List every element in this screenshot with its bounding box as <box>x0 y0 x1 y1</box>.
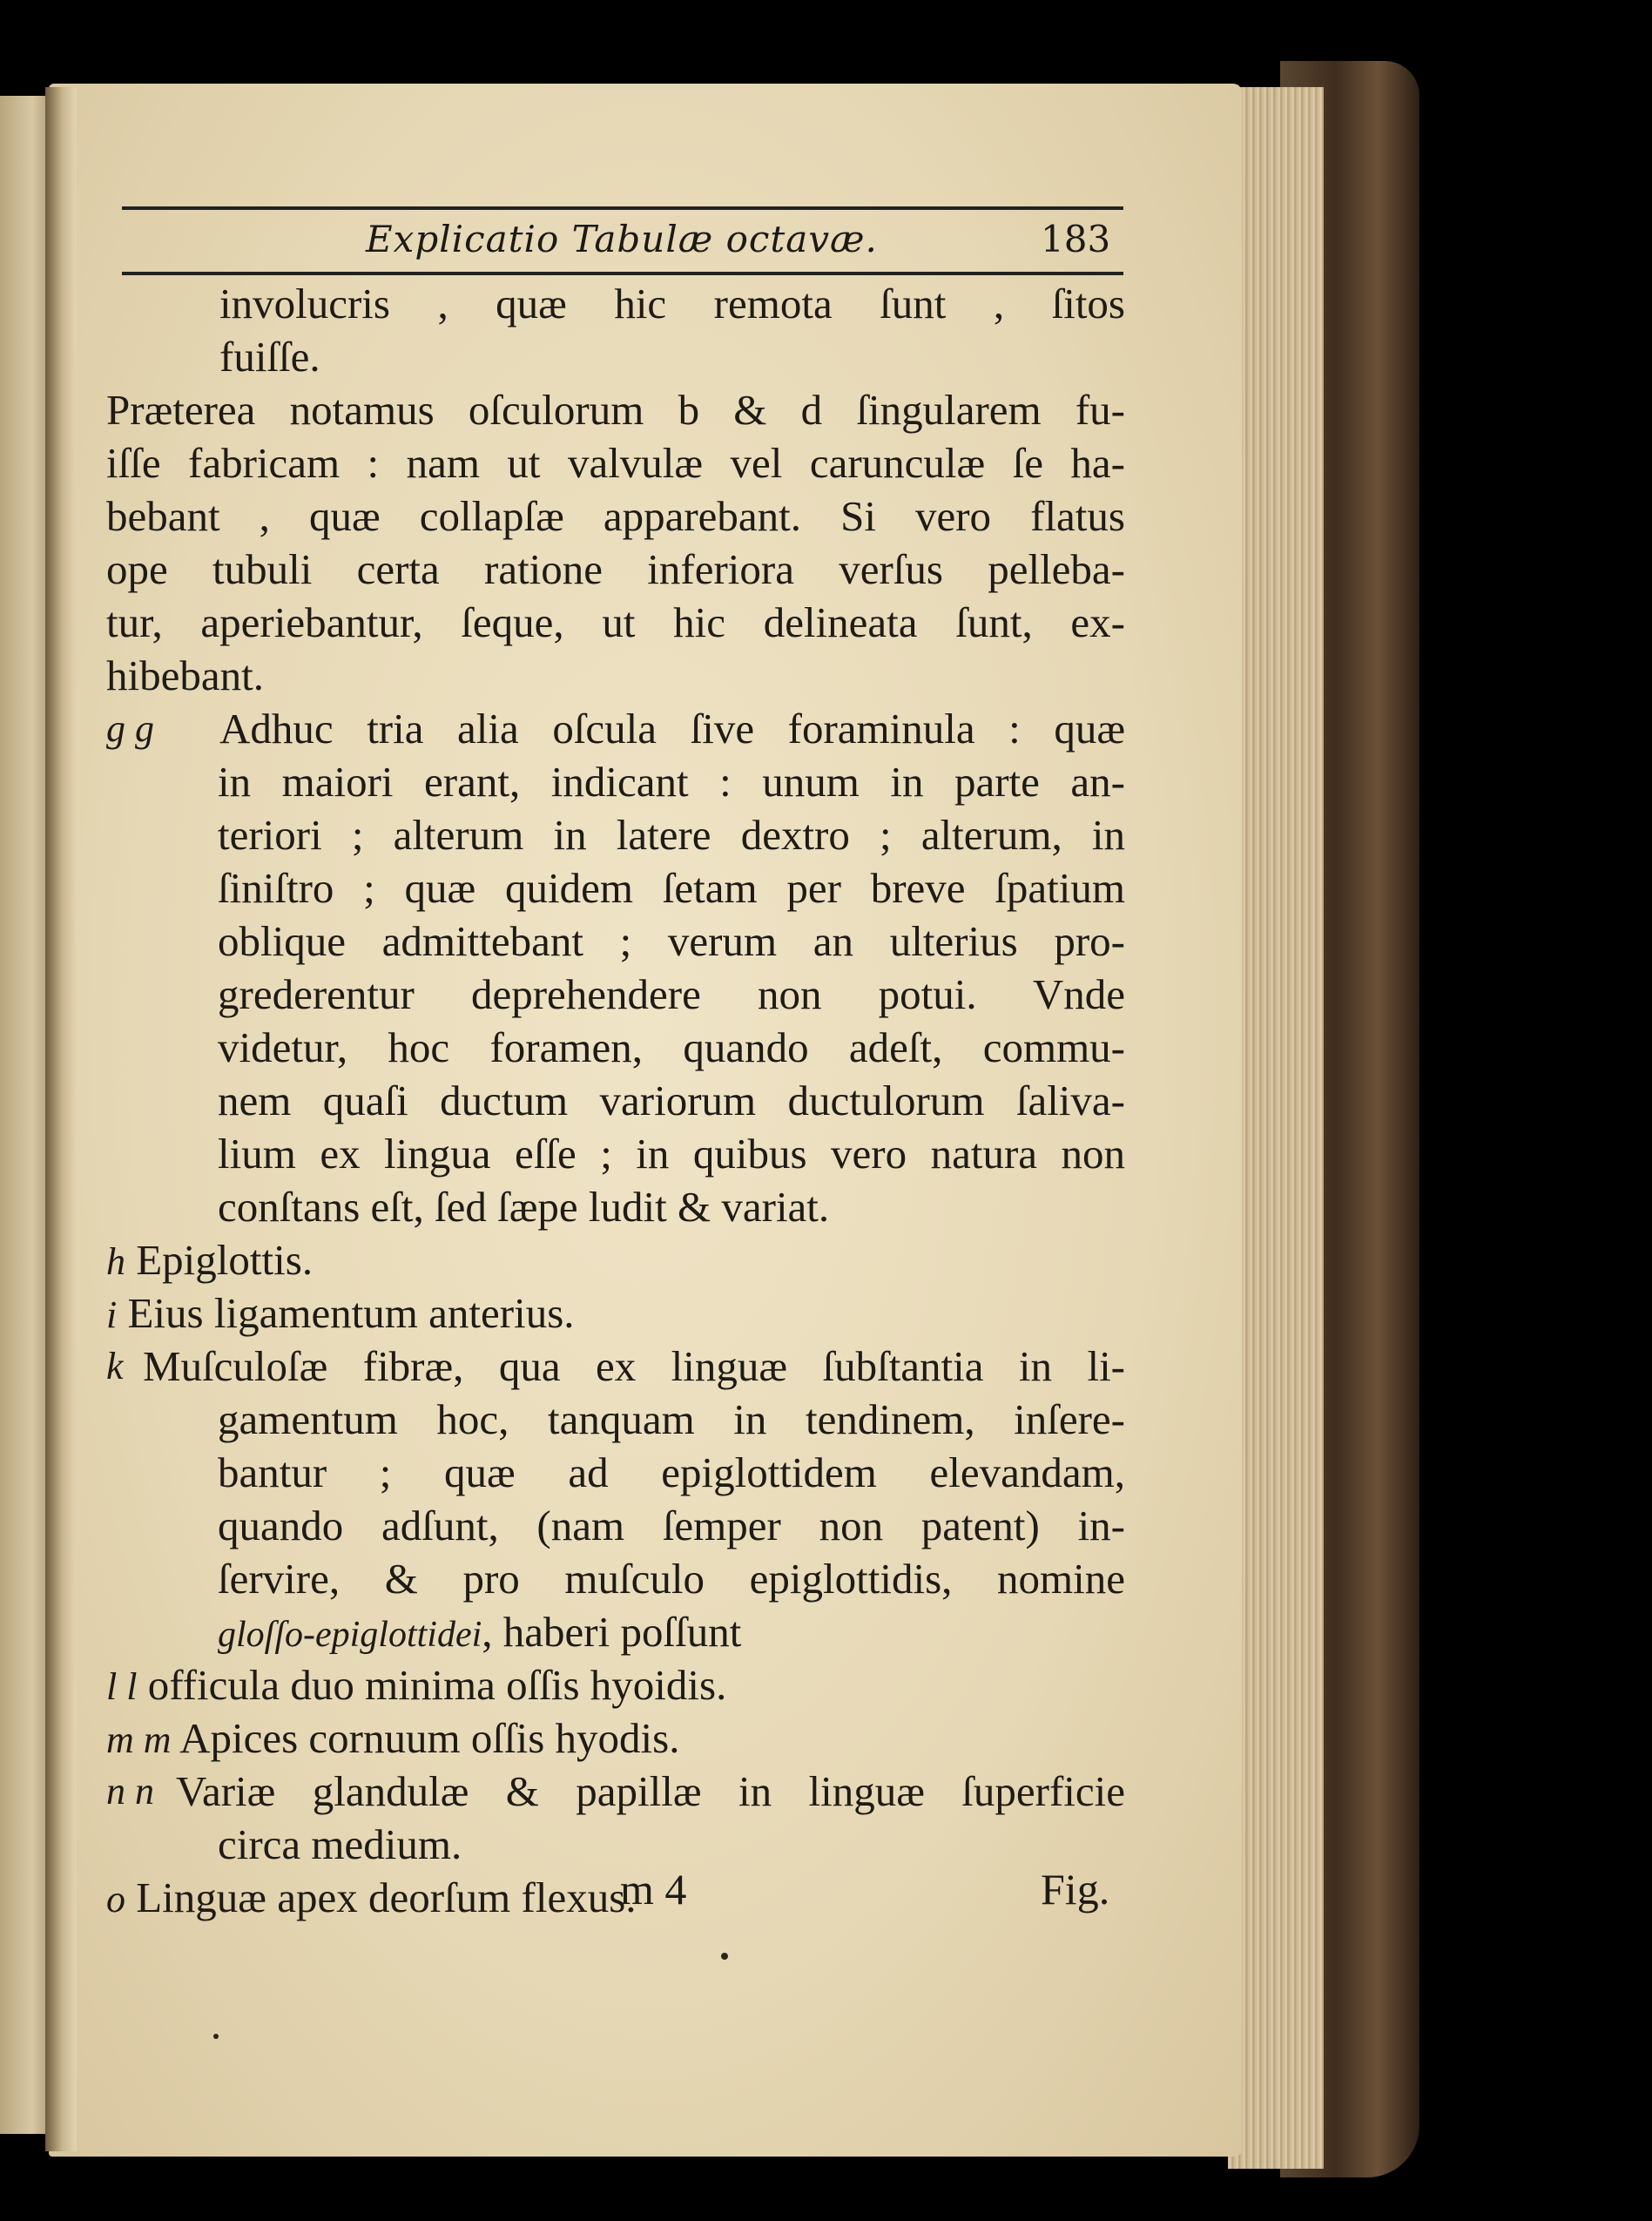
text-line: teriori ; alterum in latere dextro ; alterum, in <box>218 811 1125 859</box>
text-line: Epiglottis. <box>136 1236 314 1284</box>
text-line: in maiori erant, indicant : unum in parte an- <box>218 758 1125 806</box>
list-item-gg <box>106 702 1125 755</box>
header-rule-top <box>122 206 1123 210</box>
text-line: Præterea notamus oſculorum b & d ſingularem fu- <box>106 386 1125 434</box>
text-line: Adhuc tria alia oſcula ſive foraminula : quæ <box>219 705 1125 753</box>
text-line: bantur ; quæ ad epiglottidem elevandam, <box>218 1448 1125 1496</box>
item-marker: o <box>106 1878 125 1921</box>
text-line: grederentur deprehendere non potui. Vnde <box>218 970 1125 1018</box>
text-line <box>106 1605 1125 1658</box>
item-marker: k <box>106 1345 124 1387</box>
list-item-h <box>106 1233 1125 1286</box>
text-line: bebant , quæ collapſæ apparebant. Si vero flatus <box>106 492 1125 540</box>
gutter <box>45 87 77 2151</box>
text-line: tur, aperiebantur, ſeque, ut hic delineata ſunt, ex- <box>106 598 1125 646</box>
item-marker: m m <box>106 1718 172 1761</box>
text-line: conſtans eſt, ſed ſæpe ludit & variat. <box>218 1183 830 1231</box>
text-line: ſiniſtro ; quæ quidem ſetam per breve ſpatium <box>218 864 1125 912</box>
text-line: fuiſſe. <box>219 333 320 381</box>
item-marker: n n <box>106 1770 154 1813</box>
list-item-ll <box>106 1658 1125 1711</box>
page-edges <box>1228 87 1324 2169</box>
body-text <box>106 277 1125 1924</box>
page-number: 183 <box>1041 218 1111 260</box>
text-line: Eius ligamentum anterius. <box>127 1289 575 1337</box>
text-line: ſervire, & pro muſculo epiglottidis, nomine <box>218 1555 1125 1603</box>
item-marker: h <box>106 1240 125 1283</box>
signature-mark: m 4 <box>620 1865 687 1914</box>
ink-speck <box>721 1953 728 1960</box>
text-line: Linguæ apex deorſum flexus. <box>136 1873 637 1921</box>
text-line: lium ex lingua eſſe ; in quibus vero natura non <box>218 1130 1125 1178</box>
list-item-nn <box>106 1765 1125 1818</box>
text-line: ope tubuli certa ratione inferiora verſus pelleba- <box>106 545 1125 593</box>
text-line: gamentum hoc, tanquam in tendinem, inſere- <box>218 1395 1125 1443</box>
text-line: oblique admittebant ; verum an ulterius pro- <box>218 917 1125 965</box>
text-fragment: , haberi poſſunt <box>482 1608 742 1656</box>
text-line: Variæ glandulæ & papillæ in linguæ ſuperficie <box>176 1767 1125 1815</box>
item-marker: i <box>106 1293 118 1336</box>
list-item-mm <box>106 1711 1125 1765</box>
text-line: iſſe fabricam : nam ut valvulæ vel carunculæ ſe ha- <box>106 439 1125 487</box>
text-line: Apices cornuum oſſis hyodis. <box>179 1714 680 1762</box>
italic-term: gloſſo-epiglottidei <box>218 1615 482 1655</box>
text-line: involucris , quæ hic remota ſunt , ſitos <box>219 280 1125 327</box>
text-line: officula duo minima oſſis hyoidis. <box>147 1661 727 1709</box>
text-line: nem quaſi ductum variorum ductulorum ſaliva- <box>218 1077 1125 1124</box>
ink-speck <box>213 2034 219 2039</box>
text-line: hibebant. <box>106 651 264 699</box>
text-line: circa medium. <box>218 1820 462 1868</box>
item-marker: g g <box>106 707 154 750</box>
header-rule-bottom <box>122 272 1123 275</box>
catchword: Fig. <box>1041 1865 1110 1914</box>
list-item-i <box>106 1286 1125 1340</box>
list-item-k <box>106 1340 1125 1393</box>
text-line: videtur, hoc foramen, quando adeſt, commu- <box>218 1023 1125 1071</box>
item-marker: l l <box>106 1665 138 1708</box>
list-item-o <box>106 1871 1125 1924</box>
running-title: Explicatio Tabulæ octavæ. <box>366 218 878 260</box>
text-line: Muſculoſæ fibræ, qua ex linguæ ſubſtantia in li- <box>143 1342 1125 1390</box>
text-line: quando adſunt, (nam ſemper non patent) in- <box>218 1502 1125 1549</box>
